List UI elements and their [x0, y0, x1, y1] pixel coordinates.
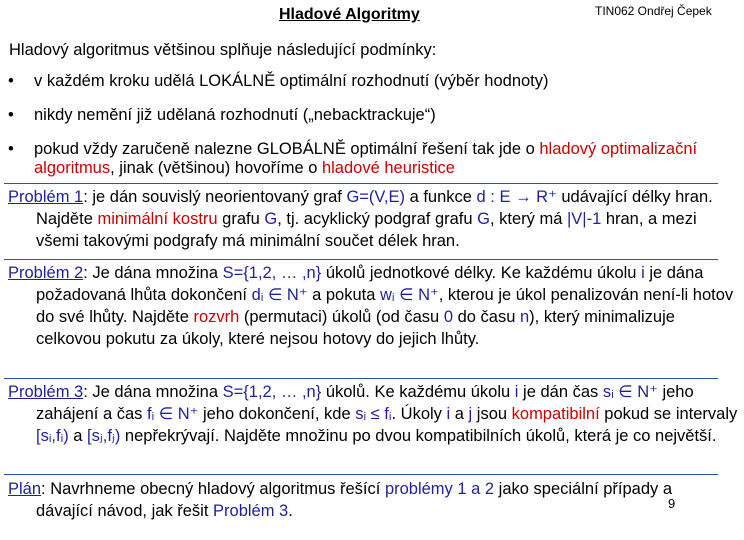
problem-label: Problém 2	[8, 264, 84, 282]
page-title: Hladové Algoritmy	[279, 6, 420, 23]
intro-text: Hladový algoritmus většinou splňuje následující podmínky:	[9, 41, 437, 59]
page-number: 9	[668, 496, 676, 511]
term-schedule: rozvrh	[193, 308, 240, 326]
problem-2: Problém 2: Je dána množina S={1,2, … ,n} úkolů jednotkové délky. Ke každému úkolu i je dána požadovaná lhůta dokončení dᵢ ∈ N⁺ a pokuta wᵢ ∈ N⁺, kterou je úkol penalizován není-li hotov do své lhůty. Najděte rozvrh (permutaci) úkolů (od času 0 do času n), který minimalizuje celkovou pokutu za úkoly, které nejsou hotovy do jejich lhůty.	[8, 264, 734, 348]
condition-3: pokud vždy zaručeně nalezne GLOBÁLNĚ optimální řešení tak jde o hladový optimalizační algoritmus, jinak (většinou) hovoříme o hladové heuristice	[34, 140, 698, 177]
plan-label: Plán	[8, 480, 42, 498]
separator-line	[4, 183, 718, 184]
term-minimum-spanning-tree: minimální kostru	[97, 210, 218, 228]
term-greedy-algorithm: hladový optimalizační algoritmus	[34, 140, 698, 177]
bullet-icon: •	[8, 140, 14, 158]
list-item	[8, 72, 708, 91]
condition-1: v každém kroku udělá LOKÁLNĚ optimální rozhodnutí (výběr hodnoty)	[34, 72, 549, 90]
list-item	[8, 106, 708, 125]
separator-line	[4, 259, 718, 260]
list-item	[8, 140, 708, 178]
bullet-icon: •	[8, 106, 14, 124]
separator-line	[4, 474, 718, 475]
problem-1: Problém 1: je dán souvislý neorientovaný graf G=(V,E) a funkce d : E → R⁺ udávající délky hran. Najděte minimální kostru grafu G, tj. acyklický podgraf grafu G, který má |V|-1 hran, a mezi všemi takovými podgrafy má minimální součet délek hran.	[8, 188, 713, 250]
conditions-list	[8, 72, 708, 193]
problem-label: Problém 1	[8, 188, 84, 206]
problem-3: Problém 3: Je dána množina S={1,2, … ,n} úkolů. Ke každému úkolu i je dán čas sᵢ ∈ N⁺ jeho zahájení a čas fᵢ ∈ N⁺ jeho dokončení, kde sᵢ ≤ fᵢ. Úkoly i a j jsou kompatibilní pokud se intervaly [sᵢ,fᵢ) a [sⱼ,fⱼ) nepřekrývají. Najděte množinu po dvou kompatibilních úkolů, která je co největší.	[8, 383, 738, 445]
term-greedy-heuristic: hladové heuristice	[321, 159, 455, 177]
bullet-icon: •	[8, 72, 14, 90]
term-compatible: kompatibilní	[511, 405, 600, 423]
plan: Plán: Navrhneme obecný hladový algoritmus řešící problémy 1 a 2 jako speciální případy a dávající návod, jak řešit Problém 3.	[8, 480, 673, 520]
condition-2: nikdy nemění již udělaná rozhodnutí („nebacktrackuje“)	[34, 106, 436, 124]
separator-line	[4, 378, 718, 379]
course-author: TIN062 Ondřej Čepek	[595, 4, 712, 18]
problem-label: Problém 3	[8, 383, 84, 401]
